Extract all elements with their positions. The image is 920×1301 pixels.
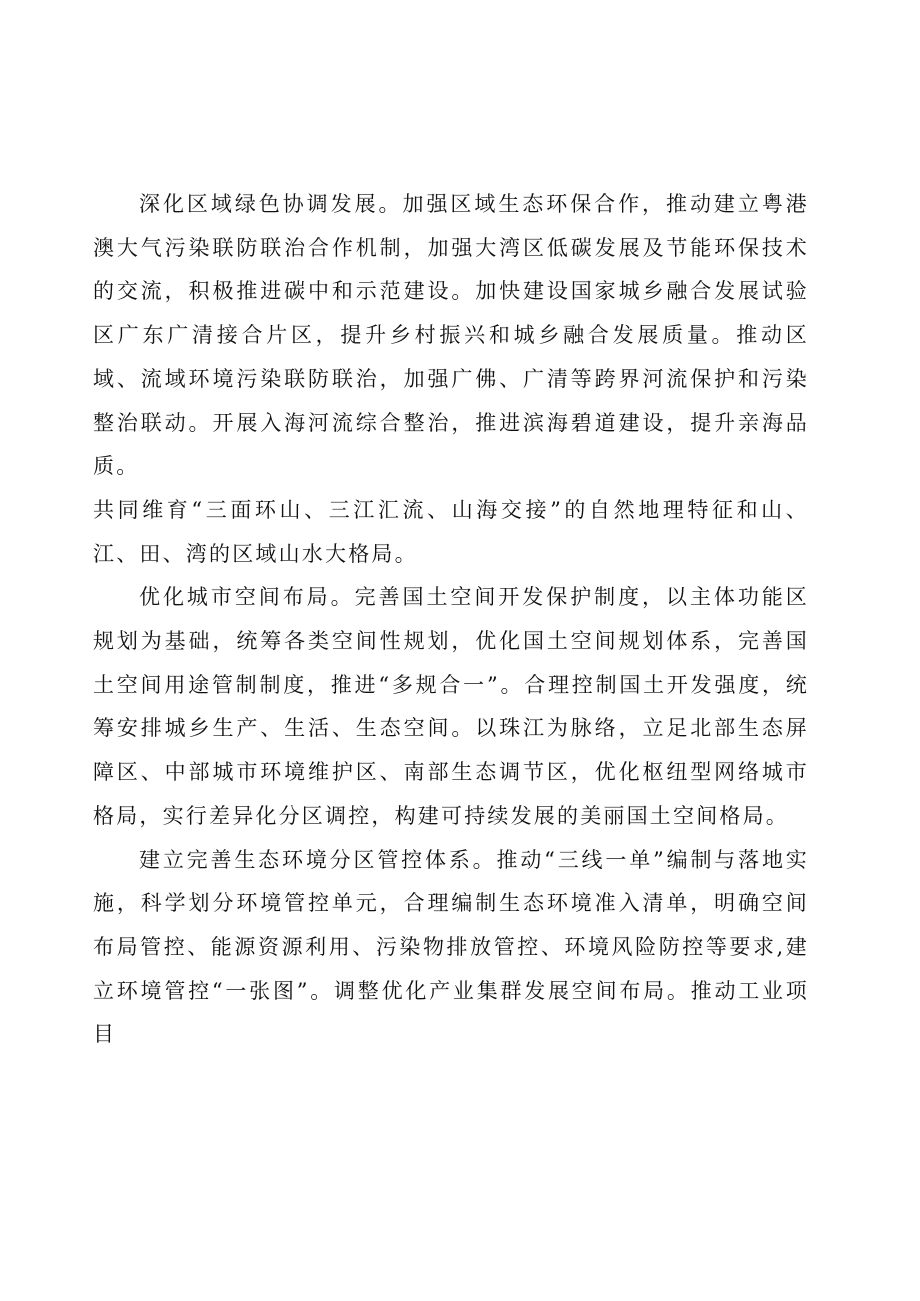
- paragraph-urban-spatial-layout: 优化城市空间布局。完善国土空间开发保护制度，以主体功能区规划为基础，统筹各类空间性规划，优化国土空间规划体系，完善国土空间用途管制制度，推进“多规合一”。合理控制国土开发强度，统筹安排城乡生产、生活、生态空间。以珠江为脉络，立足北部生态屏障区、中部城市环境维护区、南部生态调节区，优化枢纽型网络城市格局，实行差异化分区调控，构建可持续发展的美丽国土空间格局。: [93, 585, 809, 828]
- paragraph-landscape-pattern: 共同维育“三面环山、三江汇流、山海交接”的自然地理特征和山、江、田、湾的区域山水大格局。: [93, 497, 809, 566]
- paragraph-regional-green-development: 深化区域绿色协调发展。加强区域生态环保合作，推动建立粤港澳大气污染联防联治合作机制，加强大湾区低碳发展及节能环保技术的交流，积极推进碳中和示范建设。加快建设国家城乡融合发展试验区广东广清接合片区，提升乡村振兴和城乡融合发展质量。推动区域、流域环境污染联防联治，加强广佛、广清等跨界河流保护和污染整治联动。开展入海河流综合整治，推进滨海碧道建设，提升亲海品质。: [93, 192, 809, 479]
- paragraph-environmental-zoning: 建立完善生态环境分区管控体系。推动“三线一单”编制与落地实施，科学划分环境管控单元，合理编制生态环境准入清单，明确空间布局管控、能源资源利用、污染物排放管控、环境风险防控等要求,建立环境管控“一张图”。调整优化产业集群发展空间布局。推动工业项目: [93, 847, 809, 1047]
